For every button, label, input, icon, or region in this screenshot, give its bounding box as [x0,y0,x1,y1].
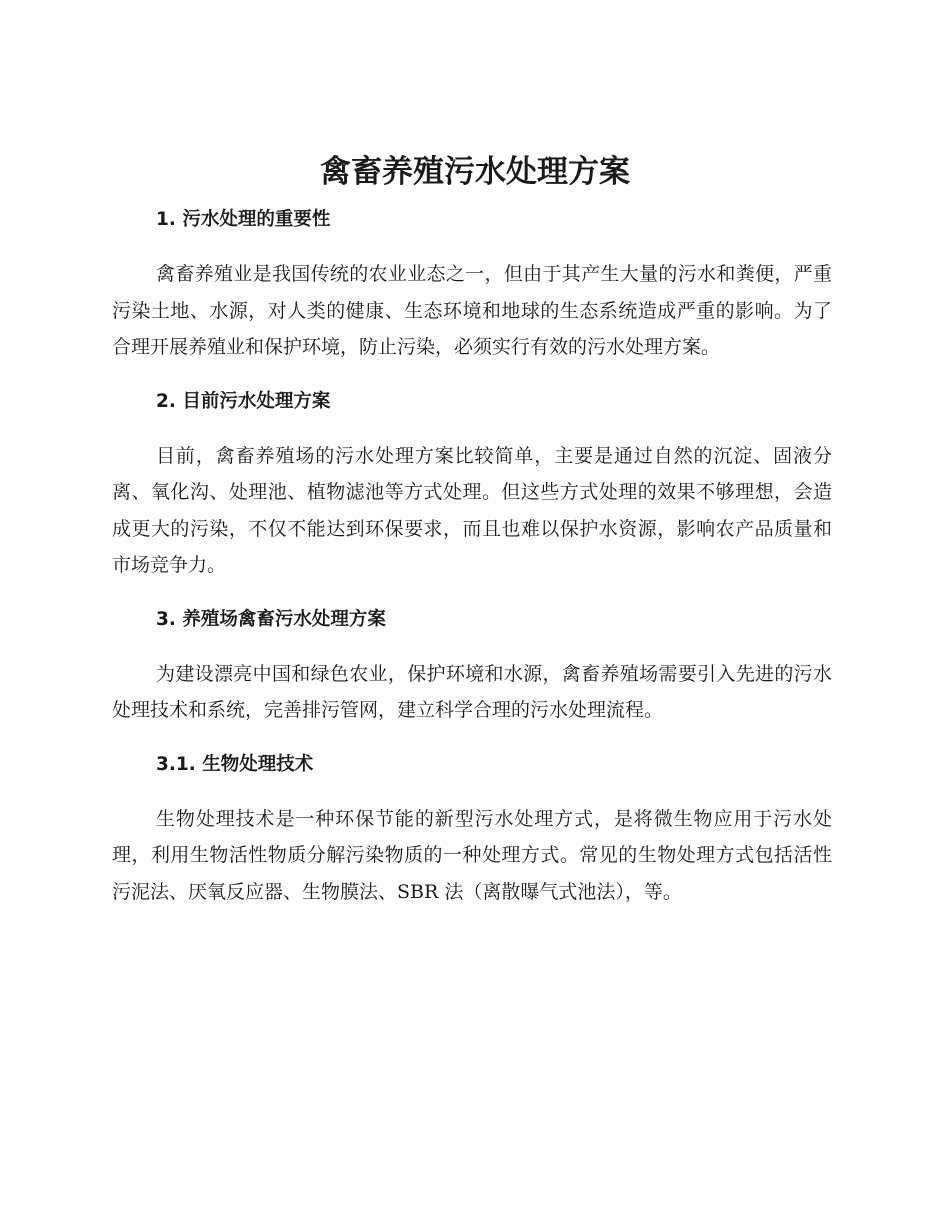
document-body [112,202,832,910]
section-heading-farm-scheme: 3. 养殖场禽畜污水处理方案 [156,608,386,630]
section-heading-current-scheme: 2. 目前污水处理方案 [156,390,331,412]
section-paragraph-biological-treatment: 生物处理技术是一种环保节能的新型污水处理方式，是将微生物应用于污水处理，利用生物活性物质分解污染物质的一种处理方式。常见的生物处理方式包括活性污泥法、厌氧反应器、生物膜法、SBR 法（离散曝气式池法），等。 [112,807,832,903]
document-title: 禽畜养殖污水处理方案 [320,154,630,190]
section-paragraph-importance: 禽畜养殖业是我国传统的农业业态之一，但由于其产生大量的污水和粪便，严重污染土地、水源，对人类的健康、生态环境和地球的生态系统造成严重的影响。为了合理开展养殖业和保护环境，防止污染，必须实行有效的污水处理方案。 [112,263,832,358]
section-paragraph-current-scheme: 目前，禽畜养殖场的污水处理方案比较简单，主要是通过自然的沉淀、固液分离、氧化沟、处理池、植物滤池等方式处理。但这些方式处理的效果不够理想，会造成更大的污染，不仅不能达到环保要求，而且也难以保护水资源，影响农产品质量和市场竞争力。 [112,444,832,576]
section-paragraph-farm-scheme: 为建设漂亮中国和绿色农业，保护环境和水源，禽畜养殖场需要引入先进的污水处理技术和系统，完善排污管网，建立科学合理的污水处理流程。 [112,662,832,721]
section-heading-importance: 1. 污水处理的重要性 [156,209,331,230]
section-heading-biological-treatment: 3.1. 生物处理技术 [156,753,314,775]
